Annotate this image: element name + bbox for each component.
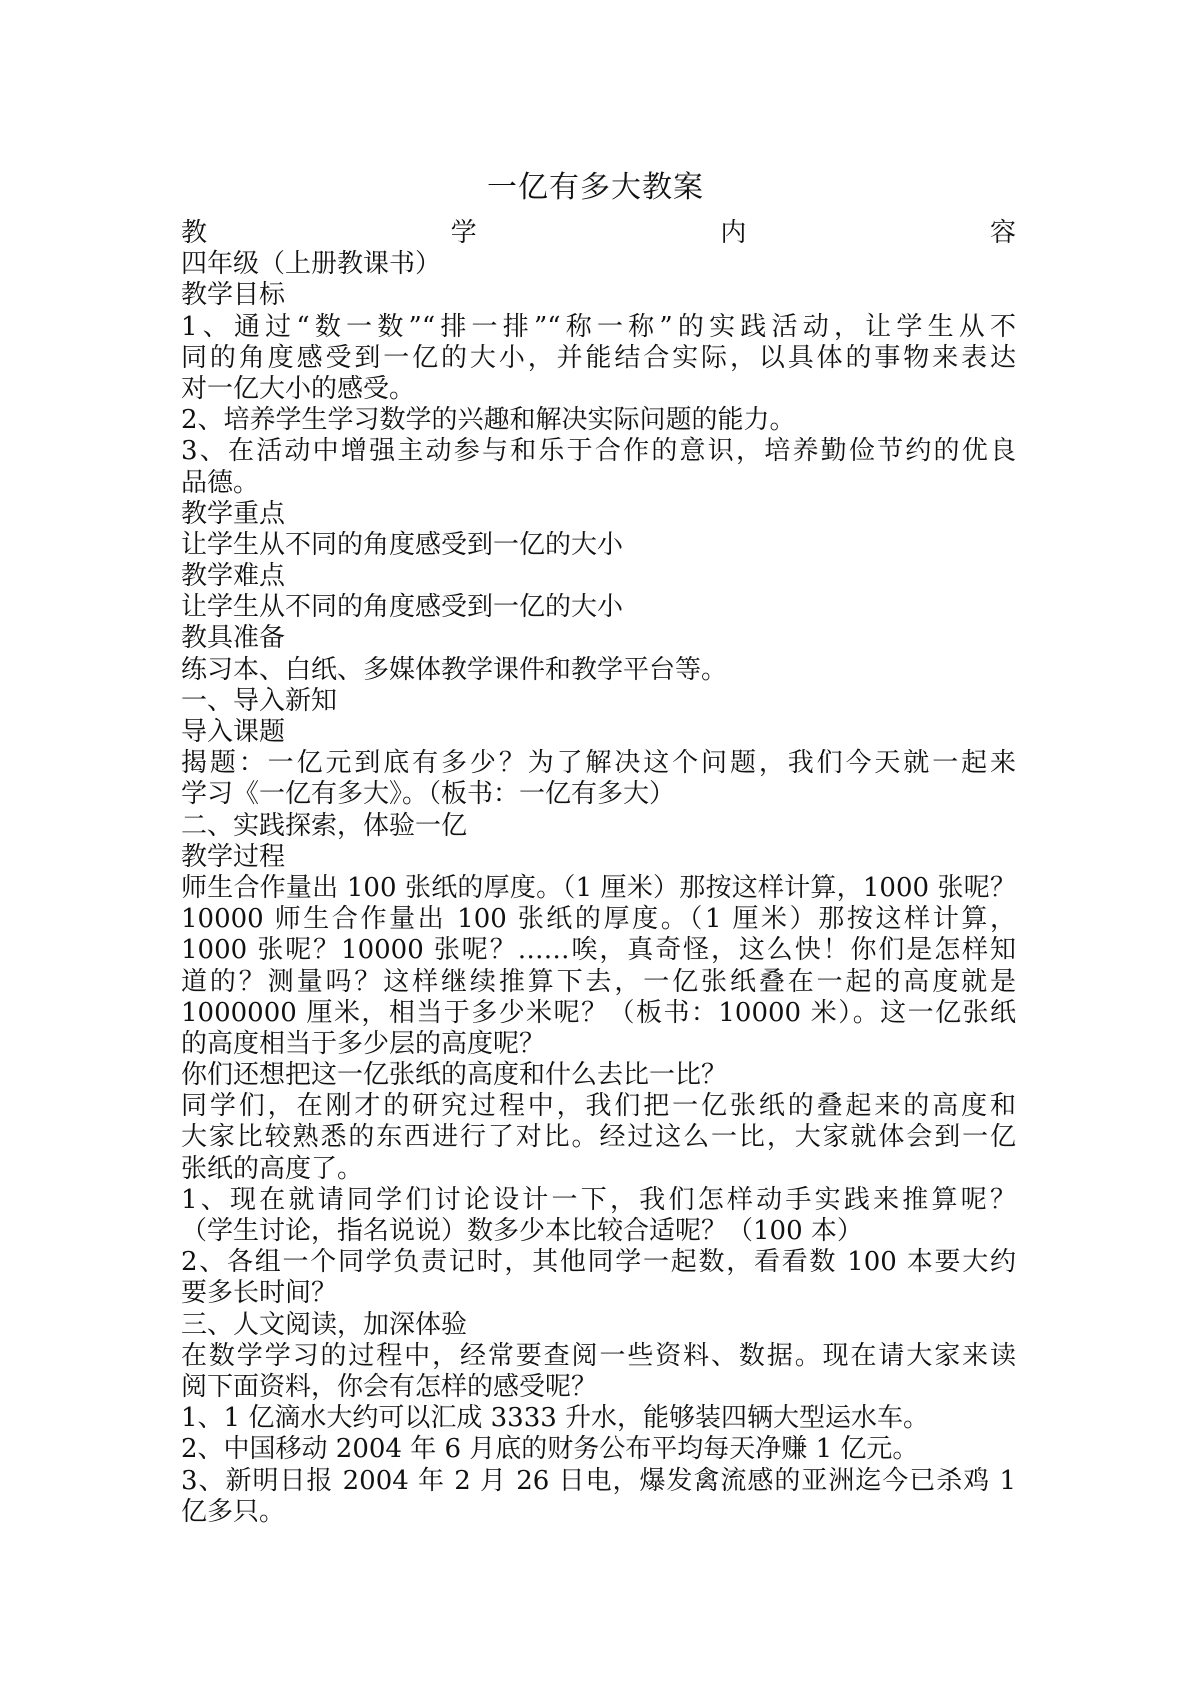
text-line: 2、中国移动 2004 年 6 月底的财务公布平均每天净赚 1 亿元。 bbox=[181, 1434, 919, 1465]
text-line: 1、1 亿滴水大约可以汇成 3333 升水，能够装四辆大型运水车。 bbox=[181, 1403, 930, 1434]
text-line: 道的？测量吗？这样继续推算下去，一亿张纸叠在一起的高度就是 bbox=[181, 966, 1016, 997]
text-line: 阅下面资料，你会有怎样的感受呢？ bbox=[181, 1371, 598, 1402]
text-line: 1000000 厘米，相当于多少米呢？（板书：10000 米）。这一亿张纸 bbox=[181, 997, 1016, 1028]
text-line: 二、实践探索，体验一亿 bbox=[181, 810, 468, 841]
text-line: 教学难点 bbox=[181, 561, 286, 592]
text-line: 教学过程 bbox=[181, 841, 286, 872]
text-line: 2、培养学生学习数学的兴趣和解决实际问题的能力。 bbox=[181, 405, 796, 436]
text-line: 对一亿大小的感受。 bbox=[181, 373, 416, 404]
text-line: 一、导入新知 bbox=[181, 685, 338, 716]
document-body bbox=[181, 218, 1016, 1528]
text-line: 教学内容 bbox=[181, 218, 1016, 248]
text-line: 师生合作量出 100 张纸的厚度。（1 厘米）那按这样计算，1000 张呢？ bbox=[181, 872, 1016, 903]
text-line: 你们还想把这一亿张纸的高度和什么去比一比？ bbox=[181, 1060, 728, 1091]
text-line: 大家比较熟悉的东西进行了对比。经过这么一比，大家就体会到一亿 bbox=[181, 1122, 1016, 1153]
text-line: 要多长时间？ bbox=[181, 1278, 338, 1309]
text-line: （学生讨论，指名说说）数多少本比较合适呢？（100 本） bbox=[181, 1216, 863, 1246]
text-line: 学习《一亿有多大》。（板书：一亿有多大） bbox=[181, 779, 676, 810]
text-line: 10000 师生合作量出 100 张纸的厚度。（1 厘米）那按这样计算， bbox=[181, 904, 1016, 935]
document-title: 一亿有多大教案 bbox=[487, 170, 704, 205]
text-line: 教学目标 bbox=[181, 280, 286, 311]
text-line: 让学生从不同的角度感受到一亿的大小 bbox=[181, 592, 624, 623]
text-line: 张纸的高度了。 bbox=[181, 1153, 364, 1184]
text-line: 1、现在就请同学们讨论设计一下，我们怎样动手实践来推算呢？ bbox=[181, 1184, 1016, 1215]
text-line: 同的角度感受到一亿的大小，并能结合实际，以具体的事物来表达 bbox=[181, 342, 1016, 373]
text-line: 在数学学习的过程中，经常要查阅一些资料、数据。现在请大家来读 bbox=[181, 1340, 1016, 1371]
text-line: 揭题：一亿元到底有多少？为了解决这个问题，我们今天就一起来 bbox=[181, 748, 1016, 779]
text-line: 教具准备 bbox=[181, 623, 286, 654]
text-line: 四年级（上册教课书） bbox=[181, 249, 442, 280]
text-line: 让学生从不同的角度感受到一亿的大小 bbox=[181, 529, 624, 560]
text-line: 的高度相当于多少层的高度呢？ bbox=[181, 1028, 546, 1059]
text-line: 1、通过“数一数”“排一排”“称一称”的实践活动，让学生从不 bbox=[181, 311, 1016, 342]
text-line: 导入课题 bbox=[181, 717, 286, 747]
text-line: 三、人文阅读，加深体验 bbox=[181, 1309, 468, 1340]
text-line: 1000 张呢？10000 张呢？……唉，真奇怪，这么快！你们是怎样知 bbox=[181, 935, 1016, 966]
text-line: 品德。 bbox=[181, 467, 260, 498]
text-line: 2、各组一个同学负责记时，其他同学一起数，看看数 100 本要大约 bbox=[181, 1247, 1016, 1278]
text-line: 亿多只。 bbox=[181, 1496, 286, 1527]
text-line: 教学重点 bbox=[181, 498, 286, 529]
text-line: 同学们，在刚才的研究过程中，我们把一亿张纸的叠起来的高度和 bbox=[181, 1091, 1016, 1122]
text-line: 3、新明日报 2004 年 2 月 26 日电，爆发禽流感的亚洲迄今已杀鸡 1 bbox=[181, 1465, 1016, 1496]
text-line: 练习本、白纸、多媒体教学课件和教学平台等。 bbox=[181, 654, 728, 685]
text-line: 3、在活动中增强主动参与和乐于合作的意识，培养勤俭节约的优良 bbox=[181, 436, 1016, 467]
